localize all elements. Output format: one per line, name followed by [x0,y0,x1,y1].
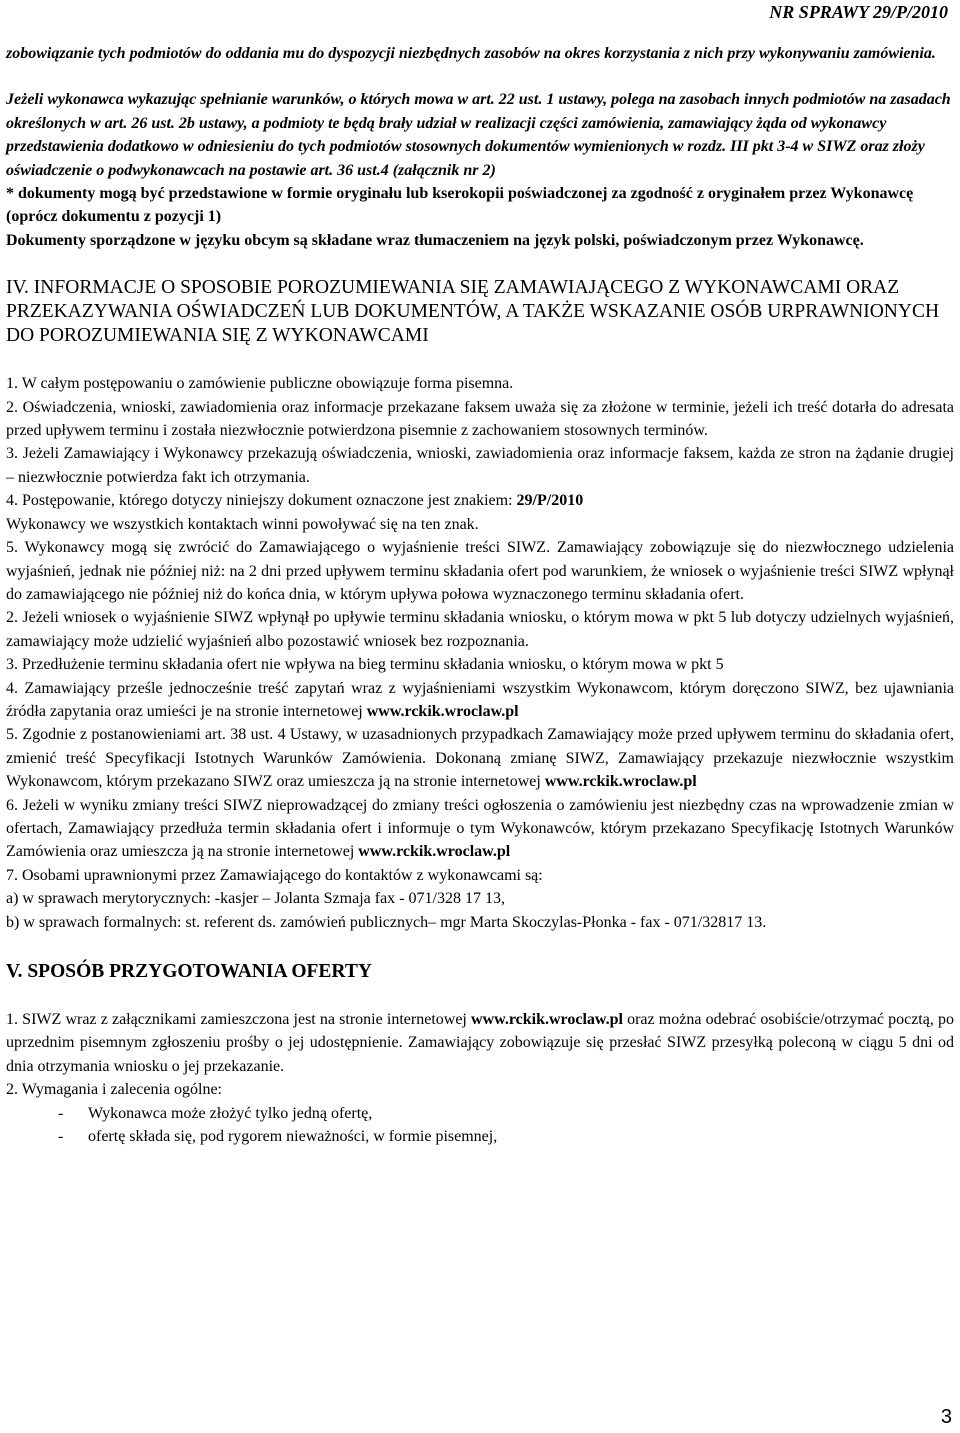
contact-formal: b) w sprawach formalnych: st. referent ds. zamówień publicznych– mgr Marta Skoczylas-Płonka - fax - 071/32817 13. [6,913,767,931]
section-iv-item-4-line-2: Wykonawcy we wszystkich kontaktach winni powoływać się na ten znak. [6,515,479,533]
list-item-text: Wykonawca może złożyć tylko jedną ofertę, [88,1104,373,1122]
section-iv-sub-4 [6,677,954,724]
section-iv-item-3: 3. Jeżeli Zamawiający i Wykonawcy przekazują oświadczenia, wnioski, zawiadomienia oraz informacje faksem, każda ze stron na żądanie drugiej – niezwłocznie potwierdza fakt ich otrzymania. [6,445,954,486]
paragraph-subcontractor-resources: Jeżeli wykonawca wykazując spełnianie warunków, o których mowa w art. 22 ust. 1 ustawy, polega na zasobach innych podmiotów na zasadach określonych w art. 26 ust. 2b ustawy, a podmioty te będą brały udział w realizacji części zamówienia, zamawiający żąda od wykonawcy przedstawienia dodatkowo w odniesieniu do tych podmiotów stosownych dokumentów wymienionych w rozdz. III pkt 3-4 w SIWZ oraz złoży oświadczenie o podwykonawcach na postawie art. 36 ust.4 (załącznik nr 2) [6,91,951,179]
paragraph-resources-commitment: zobowiązanie tych podmiotów do oddania mu do dyspozycji niezbędnych zasobów na okres korzystania z nich przy wykonywaniu zamówienia. [6,45,936,62]
sub-4-text: 4. Zamawiający prześle jednocześnie treść zapytań wraz z wyjaśnieniami wszystkim Wykonawcom, którym doręczono SIWZ, bez ujawniania źródła zapytania oraz umieści je na stronie internetowej [6,679,954,720]
website-link[interactable]: www.rckik.wroclaw.pl [366,702,519,720]
v-item-1-text: 1. SIWZ wraz z załącznikami zamieszczona jest na stronie internetowej [6,1011,472,1028]
section-v-heading: V. SPOSÓB PRZYGOTOWANIA OFERTY [6,961,372,982]
bullet-dash: - [58,1104,64,1122]
case-number-header: NR SPRAWY 29/P/2010 [769,2,948,22]
list-item [6,1102,954,1125]
bullet-dash: - [58,1128,64,1146]
document-body [6,42,954,1148]
section-iv-sub-5 [6,723,954,793]
section-iv-sub-2: 2. Jeżeli wniosek o wyjaśnienie SIWZ wpłynął po upływie terminu składania wniosku, o którym mowa w pkt 5 lub dotyczy udzielnych wyjaśnień, zamawiający może udzielić wyjaśnień albo pozostawić wniosek bez rozpoznania. [6,609,954,650]
case-reference-code: 29/P/2010 [516,492,584,510]
page-number: 3 [940,1406,952,1428]
website-link[interactable]: www.rckik.wroclaw.pl [471,1011,623,1028]
sub-5-text: 5. Zgodnie z postanowieniami art. 38 ust. 4 Ustawy, w uzasadnionych przypadkach Zamawiający może przed upływem terminu do składania ofert, zmienić treść Specyfikacji Istotnych Warunków Zamówienia. Dokonaną zmianę SIWZ, Zamawiający przekazuje niezwłocznie wszystkim Wykonawcom, którym przekazano SIWZ oraz umieszcza ją na stronie internetowej [6,726,954,791]
section-v-item-1 [6,1008,954,1078]
list-item [6,1125,954,1148]
website-link[interactable]: www.rckik.wroclaw.pl [544,773,697,791]
section-iv-item-5: 5. Wykonawcy mogą się zwrócić do Zamawiającego o wyjaśnienie treści SIWZ. Zamawiający zobowiązuje się do niezwłocznego udzielenia wyjaśnień, jednak nie później niż: na 2 dni przed upływem terminu składania ofert pod warunkiem, że wniosek o wyjaśnienie treści SIWZ wpłynął do zamawiającego nie później niż do końca dnia, w którym upływa połowa wyznaczonego terminu składania ofert. [6,539,954,603]
section-iv-item-1: 1. W całym postępowaniu o zamówienie publiczne obowiązuje forma pisemna. [6,375,514,393]
general-requirements-list [6,1102,954,1149]
section-iv-sub-7: 7. Osobami uprawnionymi przez Zamawiającego do kontaktów z wykonawcami są: [6,866,543,884]
contact-substantive: a) w sprawach merytorycznych: -kasjer – Jolanta Szmaja fax - 071/328 17 13, [6,890,505,908]
section-iv-sub-6 [6,794,954,864]
paragraph-document-copies-note: * dokumenty mogą być przedstawione w formie oryginału lub kserokopii poświadczonej za zgodność z oryginałem przez Wykonawcę (oprócz dokumentu z pozycji 1) [6,185,914,226]
section-iv-item-4 [6,489,954,512]
list-item-text: ofertę składa się, pod rygorem nieważności, w formie pisemnej, [88,1128,498,1146]
section-iv-sub-3: 3. Przedłużenie terminu składania ofert nie wpływa na bieg terminu składania wniosku, o którym mowa w pkt 5 [6,656,724,674]
sub-6-text: 6. Jeżeli w wyniku zmiany treści SIWZ nieprowadzącej do zmiany treści ogłoszenia o zamówieniu jest niezbędny czas na wprowadzenie zmian w ofertach, Zamawiający przedłuża termin składania ofert i informuje o tym Wykonawców, którym przekazano Specyfikację Istotnych Warunków Zamówienia oraz umieszcza ją na stronie internetowej [6,796,954,861]
website-link[interactable]: www.rckik.wroclaw.pl [358,843,511,861]
item-4-text: 4. Postępowanie, którego dotyczy niniejszy dokument oznaczone jest znakiem: [6,492,517,510]
section-iv-item-2: 2. Oświadczenia, wnioski, zawiadomienia oraz informacje przekazane faksem uważa się za złożone w terminie, jeżeli ich treść dotarła do adresata przed upływem terminu i została niezwłocznie potwierdzona pisemnie z zachowaniem stosownych terminów. [6,398,954,440]
section-v-item-2: 2. Wymagania i zalecenia ogólne: [6,1081,222,1099]
v-item-1-rest: oraz można odebrać osobiście/otrzymać pocztą, po uprzednim pisemnym zgłoszeniu prośby o jej udostępnienie. Zamawiający zobowiązuje się przesłać SIWZ przesyłką poleconą w ciągu 5 dni od dnia otrzymania wniosku o jej przekazanie. [6,1011,955,1075]
section-iv-heading: IV. INFORMACJE O SPOSOBIE POROZUMIEWANIA SIĘ ZAMAWIAJĄCEGO Z WYKONAWCAMI ORAZ PRZEKAZYWANIA OŚWIADCZEŃ LUB DOKUMENTÓW, A TAKŻE WSKAZANIE OSÓB URPRAWNIONYCH DO POROZUMIEWANIA SIĘ Z WYKONAWCAMI [6,277,940,347]
paragraph-translation-requirement: Dokumenty sporządzone w języku obcym są składane wraz tłumaczeniem na język polski, poświadczonym przez Wykonawcę. [6,231,864,249]
